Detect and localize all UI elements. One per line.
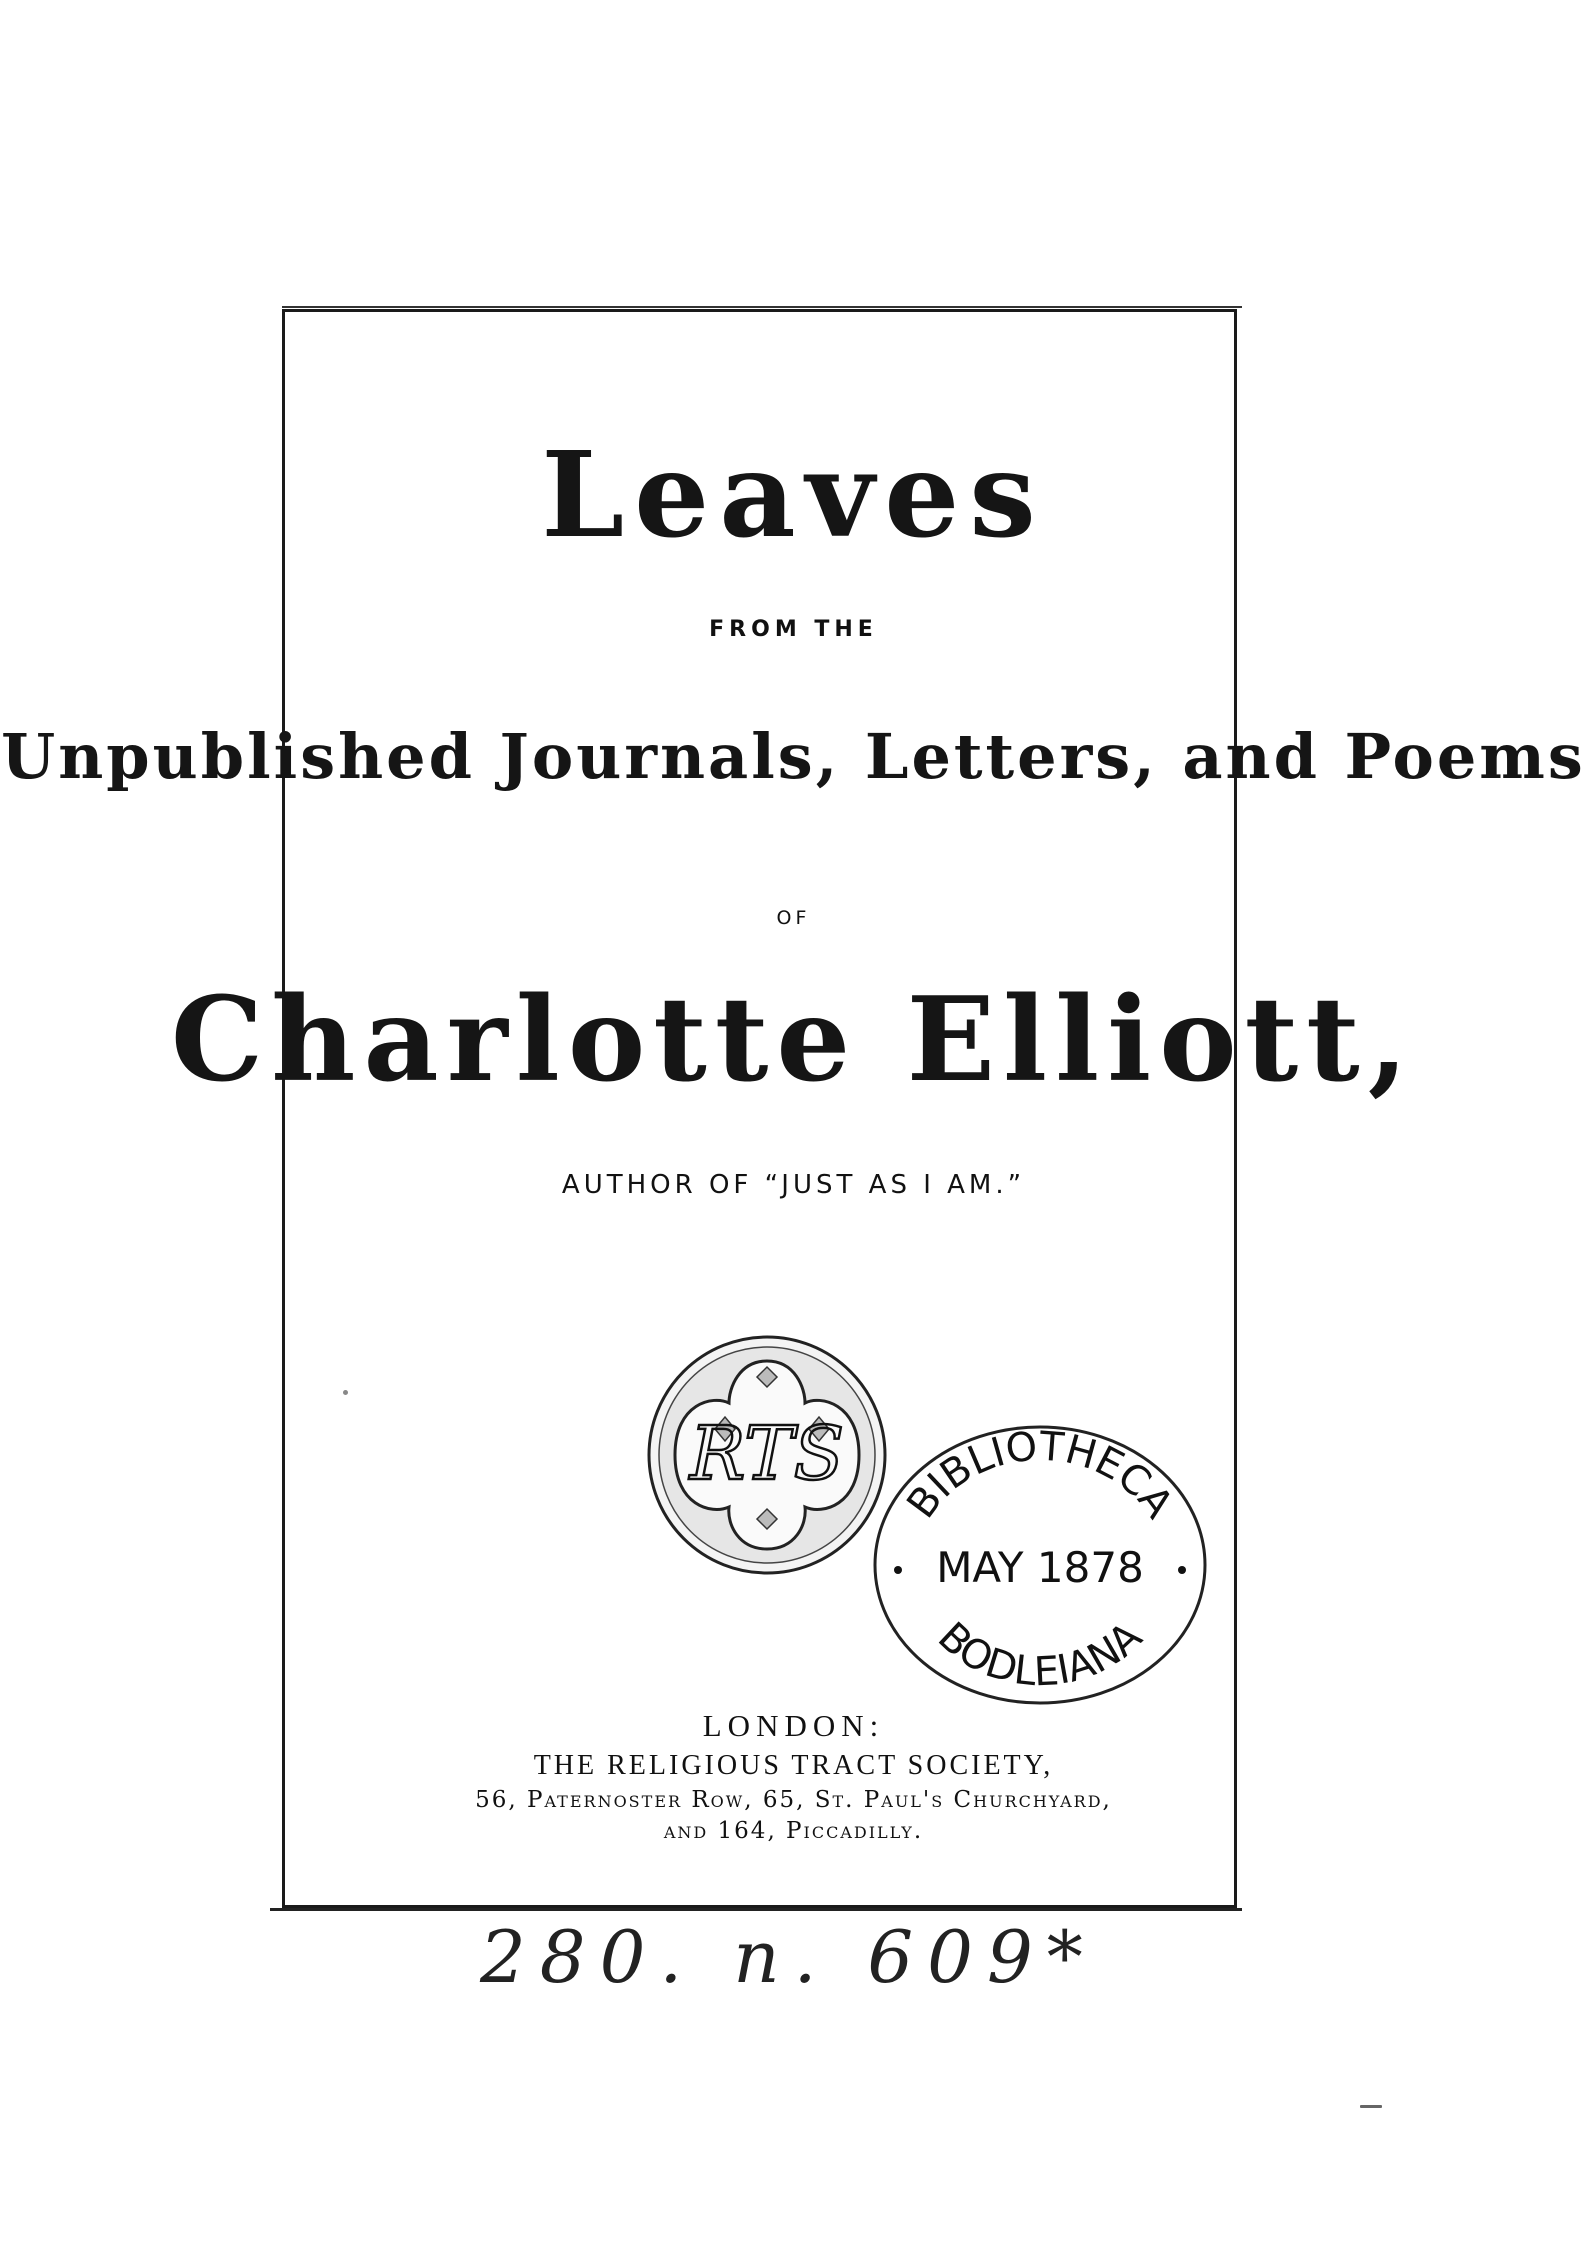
author-name: Charlotte Elliott, [170, 972, 1417, 1108]
paper-speck [343, 1390, 348, 1395]
rts-seal-emblem [645, 1333, 890, 1578]
imprint-publisher: THE RELIGIOUS TRACT SOCIETY, [533, 1749, 1054, 1781]
handwritten-shelfmark: 280. n. 609* [480, 1915, 1097, 1999]
library-stamp [870, 1420, 1210, 1710]
frame-top-edge [282, 306, 1242, 308]
frame-bottom-edge [270, 1908, 1242, 1911]
stamp-date: MAY 1878 [936, 1543, 1144, 1592]
imprint-address-1: 56, Paternoster Row, 65, St. Paul's Churchyard, [475, 1786, 1112, 1813]
imprint-address-2: and 164, Piccadilly. [663, 1817, 924, 1844]
imprint [0, 1705, 1587, 1847]
imprint-city: LONDON: [702, 1708, 885, 1743]
page-title: Leaves [541, 425, 1046, 564]
seal-monogram: RTS [689, 1411, 845, 1497]
stamp-dot-right-icon [1178, 1566, 1186, 1574]
paper-mark [1360, 2105, 1382, 2108]
of-label: OF [776, 907, 811, 929]
from-the-label: FROM THE [709, 617, 878, 642]
stamp-bottom-text: BODLEIANA [929, 1613, 1151, 1696]
stamp-top-text: BIBLIOTHECA [898, 1423, 1182, 1527]
subtitle: Unpublished Journals, Letters, and Poems [1, 720, 1586, 793]
svg-text:BODLEIANA [929, 1613, 1151, 1695]
stamp-dot-left-icon [894, 1566, 902, 1574]
svg-text:BIBLIOTHECA [898, 1423, 1182, 1527]
author-of-line: AUTHOR OF “JUST AS I AM.” [561, 1170, 1026, 1200]
